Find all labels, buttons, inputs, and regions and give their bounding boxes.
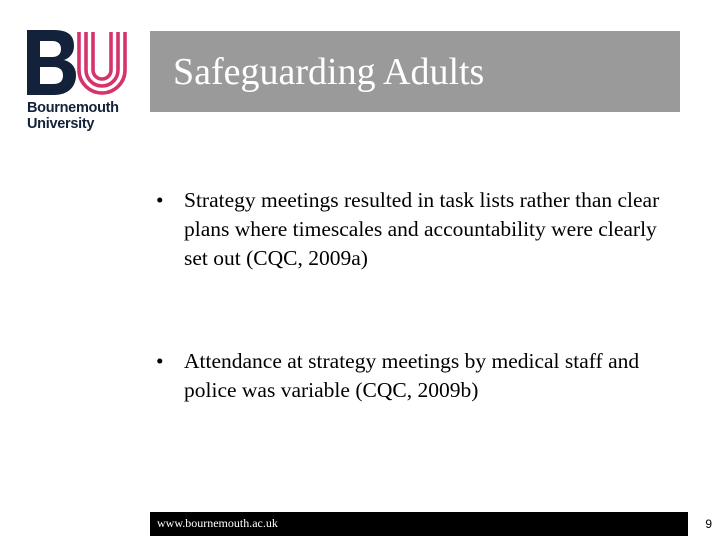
logo-line-1: Bournemouth	[27, 100, 119, 116]
footer-bar	[150, 512, 688, 536]
slide-title: Safeguarding Adults	[173, 51, 485, 93]
bullet-marker: •	[156, 188, 164, 212]
page-number: 9	[705, 517, 712, 531]
bullet-list	[156, 186, 676, 405]
footer-url: www.bournemouth.ac.uk	[157, 516, 278, 530]
title-bar	[150, 31, 680, 112]
bullet-item	[156, 186, 676, 273]
bullet-marker: •	[156, 349, 164, 373]
logo-line-2: University	[27, 116, 95, 132]
bu-logo-mark-icon	[27, 30, 131, 96]
bullet-text: Strategy meetings resulted in task lists rather than clear plans where timescales and accountability were clearly set out (CQC, 2009a)	[184, 188, 660, 270]
logo-wordmark	[27, 100, 119, 132]
bullet-text: Attendance at strategy meetings by medical staff and police was variable (CQC, 2009b)	[184, 349, 640, 402]
bullet-item	[156, 347, 676, 405]
bournemouth-university-logo	[27, 30, 131, 140]
